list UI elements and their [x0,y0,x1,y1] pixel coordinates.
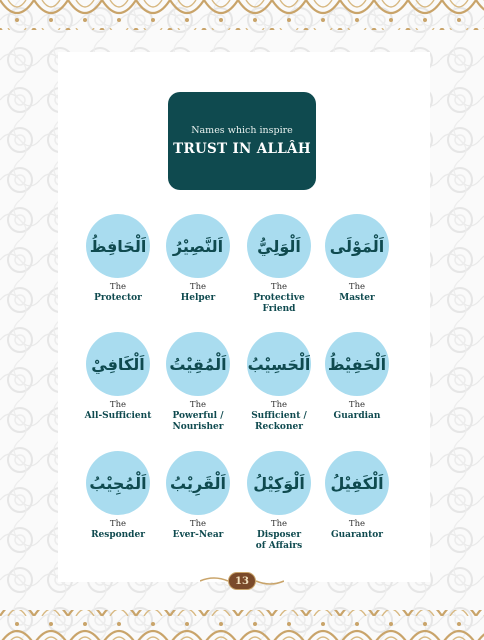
arabic-name-circle: اَلْوَكِيْلُ [247,451,311,515]
name-card [240,214,318,314]
name-article: The [189,519,207,529]
name-article: The [189,400,207,410]
names-row [88,451,408,571]
name-meaning: Protective Friend [253,292,305,314]
name-card [159,451,237,541]
section-subtitle: Names which inspire [191,125,293,136]
name-article: The [348,282,366,292]
name-article: The [109,282,127,292]
section-title: TRUST IN ALLÂH [173,141,311,157]
name-card [79,332,157,422]
name-card [159,214,237,304]
name-meaning: Responder [91,529,145,540]
name-article: The [348,519,366,529]
name-card [318,214,396,304]
name-meaning: Guardian [333,410,381,421]
arabic-name-circle: اَلنَّصِيْرُ [166,214,230,278]
name-meaning: All-Sufficient [84,410,152,421]
arabic-name-circle: اَلْحَافِظُ [86,214,150,278]
name-meaning: Helper [180,292,216,303]
names-row [84,332,408,452]
arabic-name-circle: اَلْوَلِيُّ [247,214,311,278]
arabic-name-circle: اَلْمَوْلَى [325,214,389,278]
name-article: The [109,400,127,410]
arabic-name-circle: اَلْمُجِيْبُ [86,451,150,515]
name-card [159,332,237,432]
name-meaning: Guarantor [330,529,384,540]
name-meaning: Ever-Near [172,529,224,540]
arabic-name-circle: اَلْحَفِيْظُ [325,332,389,396]
name-card [240,332,318,432]
name-article: The [348,400,366,410]
name-meaning: Powerful / Nourisher [172,410,224,432]
page-number: 13 [228,572,256,590]
name-meaning: Master [339,292,375,303]
names-row [88,214,408,334]
name-meaning: Protector [94,292,142,303]
name-meaning: Sufficient / Reckoner [251,410,307,432]
name-card [79,451,157,541]
arabic-name-circle: اَلْكَفِيْلُ [325,451,389,515]
name-card [318,332,396,422]
name-article: The [270,519,288,529]
name-article: The [270,400,288,410]
name-card [318,451,396,541]
name-article: The [270,282,288,292]
arabic-name-circle: اَلْحَسِيْبُ [247,332,311,396]
arabic-name-circle: اَلْمُقِيْتُ [166,332,230,396]
section-title-box [168,92,316,190]
name-card [79,214,157,304]
name-article: The [189,282,207,292]
name-meaning: Disposer of Affairs [255,529,303,551]
name-article: The [109,519,127,529]
name-card [240,451,318,551]
arabic-name-circle: اَلْقَرِيْبُ [166,451,230,515]
arabic-name-circle: اَلْكَافِيْ [86,332,150,396]
